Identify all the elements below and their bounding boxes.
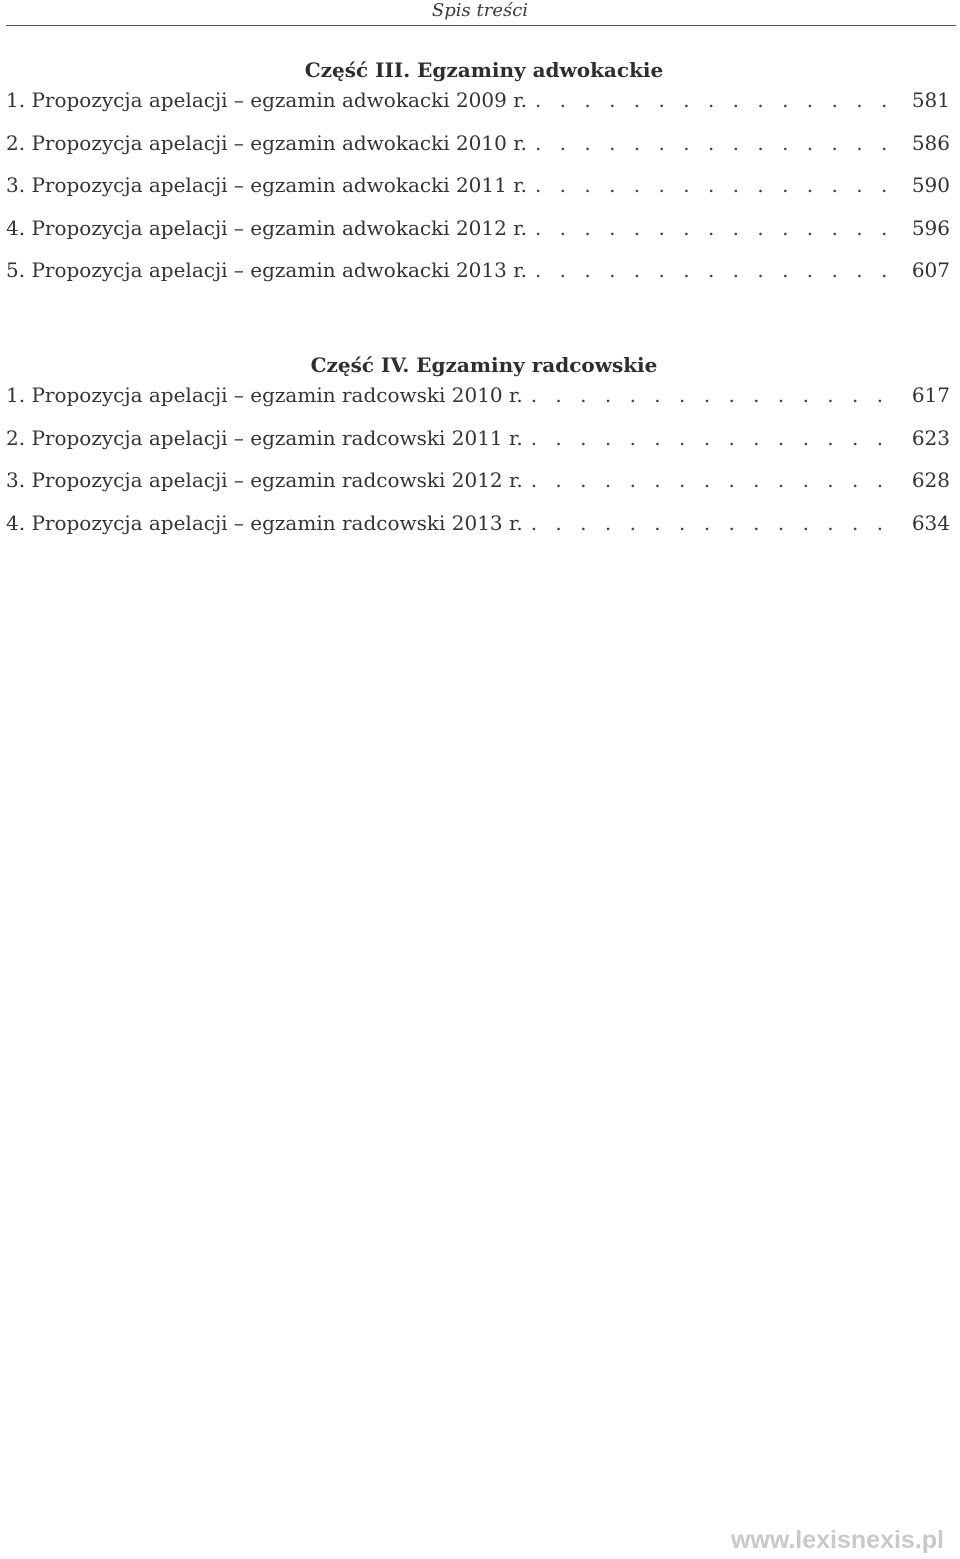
toc-section-part-4	[6, 351, 950, 551]
section-title: Część IV. Egzaminy radcowskie	[310, 353, 658, 377]
dot-leader	[535, 256, 898, 284]
toc-section-part-3	[6, 56, 950, 299]
toc-entry-page: 607	[911, 258, 950, 282]
dot-leader	[531, 509, 898, 537]
toc-entry[interactable]	[6, 381, 950, 424]
dot-leader	[531, 424, 898, 452]
toc-entry[interactable]	[6, 86, 950, 129]
toc-entry[interactable]	[6, 466, 950, 509]
toc-entry-label: 4. Propozycja apelacji – egzamin adwokacki 2012 r.	[6, 215, 527, 240]
header-divider	[6, 25, 956, 26]
toc-entry-label: 3. Propozycja apelacji – egzamin radcowski 2012 r.	[6, 468, 523, 492]
toc-entry-page: 590	[911, 173, 950, 197]
dot-leader	[535, 86, 898, 114]
toc-entry-label: 5. Propozycja apelacji – egzamin adwokacki 2013 r.	[6, 258, 527, 282]
toc-entry-page: 634	[911, 510, 950, 535]
toc-entry-page: 623	[911, 425, 950, 450]
toc-entry[interactable]	[6, 129, 950, 172]
dot-leader	[535, 171, 898, 199]
dot-leader	[535, 129, 898, 157]
toc-entry[interactable]	[6, 171, 950, 214]
toc-entry-label: 2. Propozycja apelacji – egzamin adwokacki 2010 r.	[6, 130, 527, 155]
toc-entry[interactable]	[6, 214, 950, 257]
toc-entry-page: 596	[911, 215, 950, 240]
toc-entry-page: 581	[911, 88, 950, 112]
toc-entry[interactable]	[6, 256, 950, 299]
toc-entry-label: 3. Propozycja apelacji – egzamin adwokacki 2011 r.	[6, 173, 527, 197]
toc-entry[interactable]	[6, 424, 950, 467]
toc-entry-page: 628	[911, 468, 950, 492]
toc-entry-label: 4. Propozycja apelacji – egzamin radcowski 2013 r.	[6, 510, 523, 535]
toc-entry-page: 586	[911, 130, 950, 155]
section-title: Część III. Egzaminy adwokackie	[304, 58, 664, 82]
dot-leader	[531, 466, 898, 494]
toc-entry-label: 2. Propozycja apelacji – egzamin radcowski 2011 r.	[6, 425, 523, 450]
dot-leader	[531, 381, 898, 409]
toc-entry-label: 1. Propozycja apelacji – egzamin adwokacki 2009 r.	[6, 88, 527, 112]
running-header: Spis treści	[431, 0, 529, 21]
toc-entry-page: 617	[911, 383, 950, 407]
footer-website-url: www.lexisnexis.pl	[730, 1526, 944, 1554]
toc-entry-label: 1. Propozycja apelacji – egzamin radcowski 2010 r.	[6, 383, 523, 407]
dot-leader	[535, 214, 898, 242]
toc-entry[interactable]	[6, 509, 950, 552]
